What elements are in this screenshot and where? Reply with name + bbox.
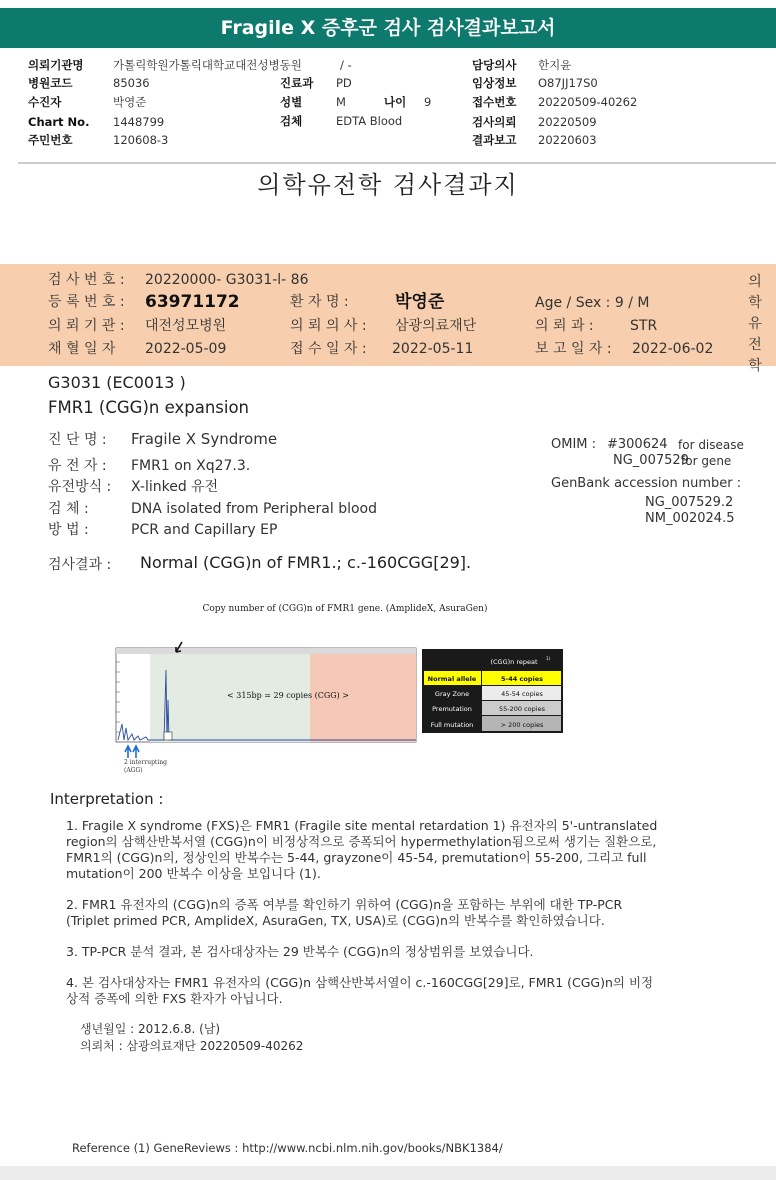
side-char: 유 xyxy=(748,316,762,332)
birth-date: 생년월일 : 2012.6.8. (남) xyxy=(80,1022,221,1036)
gene-note: for gene xyxy=(681,454,732,468)
text-line: mutation이 200 반복수 이상을 보입니다 (1). xyxy=(66,866,321,881)
label-clinical-info: 임상정보 xyxy=(472,76,517,90)
collect-date: 2022-05-09 xyxy=(145,341,227,357)
doctor-label: 의 뢰 의 사 : xyxy=(290,318,367,334)
test-code: G3031 (EC0013 ) xyxy=(48,373,186,392)
genbank-label: GenBank accession number : xyxy=(551,476,742,491)
interpretation-paragraph-4 xyxy=(66,975,746,1007)
label-result-report: 결과보고 xyxy=(472,133,517,147)
row-value-diagnosis: Fragile X Syndrome xyxy=(131,430,278,448)
legend-full-label: Full mutation xyxy=(430,721,474,729)
institution-label: 의 뢰 기 관 : xyxy=(48,318,125,334)
interpretation-heading: Interpretation : xyxy=(50,790,164,808)
interpretation-paragraph-1 xyxy=(66,818,746,882)
label-receipt-no: 접수번호 xyxy=(472,95,517,109)
text-line: region의 삼핵산반복서열 (CGG)n이 비정상적으로 증폭되어 hypermethylation됨으로써 생기는 질환으로, xyxy=(66,834,657,849)
interrupt-label-1: 2 interrupting xyxy=(124,759,167,766)
interpretation-paragraph-3 xyxy=(66,944,746,960)
legend-premut-label: Premutation xyxy=(432,705,472,713)
repeat-legend-table xyxy=(422,649,563,733)
row-value-method: PCR and Capillary EP xyxy=(131,522,278,538)
label-resident-no: 주민번호 xyxy=(28,133,73,147)
row-label-method: 방 법 : xyxy=(48,522,89,538)
interrupt-arrow-icon xyxy=(133,746,139,758)
accession-2: NM_002024.5 xyxy=(645,511,735,526)
header-divider xyxy=(18,162,776,164)
label-hospital-code: 병원코드 xyxy=(28,76,73,90)
label-dept: 진료과 xyxy=(280,76,314,90)
age-sex: Age / Sex : 9 / M xyxy=(535,295,650,311)
value-sex: M xyxy=(336,95,346,109)
reference: Reference (1) GeneReviews : http://www.ncbi.nlm.nih.gov/books/NBK1384/ xyxy=(72,1141,503,1155)
interrupt-label-2: (AGG) xyxy=(124,767,143,774)
value-hospital-code: 85036 xyxy=(113,76,150,90)
legend-footnote: 1) xyxy=(546,656,551,661)
omim-number: #300624 xyxy=(607,437,668,452)
side-char: 전 xyxy=(748,337,762,353)
row-label-gene: 유 전 자 : xyxy=(48,458,107,474)
row-label-specimen: 검 체 : xyxy=(48,501,89,517)
requester: 의뢰처 : 삼광의료재단 20220509-40262 xyxy=(80,1039,304,1053)
value-ward: / - xyxy=(340,58,352,72)
result-value: Normal (CGG)n of FMR1.; c.-160CGG[29]. xyxy=(140,553,472,572)
legend-header: (CGG)n repeat xyxy=(490,658,538,666)
value-test-request: 20220509 xyxy=(538,115,597,129)
row-value-gene: FMR1 on Xq27.3. xyxy=(131,458,251,474)
footer-bar xyxy=(0,1166,776,1180)
text-line: (Triplet primed PCR, AmplideX, AsuraGen, TX, USA)로 (CGG)n의 반복수를 확인하였습니다. xyxy=(66,913,605,928)
exam-no: 20220000- G3031-l- 86 xyxy=(145,272,309,288)
trace-top-bar xyxy=(116,648,416,654)
capillary-ep-figure xyxy=(112,640,572,774)
value-result-report: 20220603 xyxy=(538,133,597,147)
text-line: 3. TP-PCR 분석 결과, 본 검사대상자는 29 반복수 (CGG)n의 정상범위를 보였습니다. xyxy=(66,944,534,959)
value-patient: 박영준 xyxy=(113,95,147,109)
value-physician: 한지윤 xyxy=(538,58,572,72)
value-receipt-no: 20220509-40262 xyxy=(538,95,638,109)
interpretation-paragraph-2 xyxy=(66,897,746,929)
value-age: 9 xyxy=(424,95,432,109)
label-physician: 담당의사 xyxy=(472,58,517,72)
side-char: 학 xyxy=(748,295,762,311)
text-line: 1. Fragile X syndrome (FXS)은 FMR1 (Fragile site mental retardation 1) 유전자의 5'-untranslated xyxy=(66,818,658,833)
row-label-inheritance: 유전방식 : xyxy=(48,479,112,495)
legend-premut-value: 55-200 copies xyxy=(499,705,545,713)
value-specimen: EDTA Blood xyxy=(336,114,403,128)
reg-no: 63971172 xyxy=(145,292,240,312)
report-label: 보 고 일 자 : xyxy=(535,341,612,357)
label-chart-no: Chart No. xyxy=(28,115,90,129)
exam-no-label: 검 사 번 호 : xyxy=(48,272,125,288)
side-char: 의 xyxy=(748,274,762,290)
ng-gene-id: NG_007529 xyxy=(613,453,689,468)
label-sex: 성별 xyxy=(280,95,303,109)
collect-label: 채 혈 일 자 xyxy=(48,341,116,357)
side-char: 학 xyxy=(748,358,762,374)
legend-gray-value: 45-54 copies xyxy=(501,690,543,698)
legend-gray-label: Gray Zone xyxy=(434,690,470,698)
document-title: 의학유전학 검사결과지 xyxy=(257,171,519,199)
value-clinical-info: O87JJ17S0 xyxy=(538,76,598,90)
legend-normal-value: 5-44 copies xyxy=(500,675,544,683)
doctor: 삼광의료재단 xyxy=(395,318,477,334)
text-line: FMR1의 (CGG)n의, 정상인의 반복수는 5-44, grayzone이 45-54, premutation이 55-200, 그리고 full xyxy=(66,850,647,865)
text-line: 2. FMR1 유전자의 (CGG)n의 증폭 여부를 확인하기 위하여 (CGG)n을 포함하는 부위에 대한 TP-PCR xyxy=(66,897,623,912)
side-title xyxy=(746,272,764,377)
figure-title: Copy number of (CGG)n of FMR1 gene. (AmplideX, AsuraGen) xyxy=(202,604,488,614)
dept: STR xyxy=(630,318,658,334)
institution: 대전성모병원 xyxy=(145,318,227,334)
row-value-specimen: DNA isolated from Peripheral blood xyxy=(131,501,378,517)
reg-no-label: 등 록 번 호 : xyxy=(48,294,125,310)
test-name: FMR1 (CGG)n expansion xyxy=(48,398,250,417)
row-value-inheritance: X-linked 유전 xyxy=(131,479,219,495)
patient-band xyxy=(0,264,776,374)
omim-note: for disease xyxy=(678,438,744,452)
value-resident-no: 120608-3 xyxy=(113,133,169,147)
value-chart-no: 1448799 xyxy=(113,115,165,129)
peak-label: < 315bp = 29 copies (CGG) > xyxy=(226,691,350,700)
interrupt-arrow-icon xyxy=(125,746,131,758)
dept-label: 의 뢰 과 : xyxy=(535,318,594,334)
report-title-banner: Fragile X 증후군 검사 검사결과보고서 xyxy=(0,8,776,48)
label-patient: 수진자 xyxy=(28,95,62,109)
text-line: 4. 본 검사대상자는 FMR1 유전자의 (CGG)n 삼핵산반복서열이 c.-160CGG[29]로, FMR1 (CGG)n의 비정 xyxy=(66,975,654,990)
omim-label: OMIM : xyxy=(551,437,597,452)
value-institution: 가톨릭학원가톨릭대학교대전성병동원 xyxy=(113,58,302,72)
receive-label: 접 수 일 자 : xyxy=(290,341,367,357)
label-age: 나이 xyxy=(384,95,407,109)
legend-normal-label: Normal allele xyxy=(427,675,477,683)
label-specimen: 검체 xyxy=(280,114,303,128)
result-label: 검사결과 : xyxy=(48,557,112,573)
accession-1: NG_007529.2 xyxy=(645,495,734,510)
row-label-diagnosis: 진 단 명 : xyxy=(48,432,107,448)
receive-date: 2022-05-11 xyxy=(392,341,474,357)
value-dept: PD xyxy=(336,76,352,90)
legend-full-value: > 200 copies xyxy=(500,721,544,729)
patient-name: 박영준 xyxy=(395,292,445,312)
peak-marker-box xyxy=(164,732,172,740)
label-test-request: 검사의뢰 xyxy=(472,115,517,129)
label-institution: 의뢰기관명 xyxy=(28,58,84,72)
text-line: 상적 증폭에 의한 FXS 환자가 아닙니다. xyxy=(66,991,283,1006)
report-date: 2022-06-02 xyxy=(632,341,714,357)
patient-label: 환 자 명 : xyxy=(290,294,349,310)
